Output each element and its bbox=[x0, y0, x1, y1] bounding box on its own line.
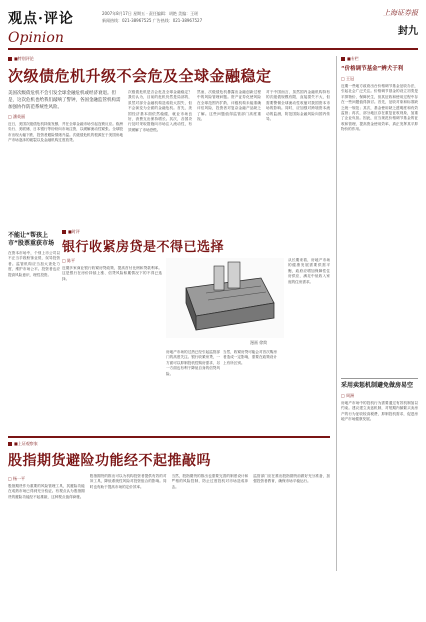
article-3-body-col2: 股指期货的推出可以为机构投资者提供有效的对冲工具，降低系统性风险对投资组合的影响。同时也有助于提高市场的定价效率。 bbox=[89, 474, 167, 489]
masthead-meta bbox=[102, 10, 302, 24]
masthead-right bbox=[383, 8, 418, 37]
sidebar-body-2: 房地产市场中的投机行为需要通过有效机制加以约束。建议建立卖惩机制，对短期内频繁买卖房产的行为征收较高税费，抑制投机需求，促进房地产市场健康发展。 bbox=[341, 401, 418, 422]
article-2-author: □ 陈平 bbox=[62, 258, 76, 263]
article-left-narrow bbox=[8, 232, 60, 441]
sidebar bbox=[336, 56, 418, 571]
article-2-col4 bbox=[288, 258, 330, 430]
sidebar-headline-2[interactable]: 采用卖惩机制避免做房易空 bbox=[341, 382, 414, 389]
left-narrow-headline[interactable]: 不能让“帮孩上市”股票重获市场 bbox=[8, 232, 54, 247]
article-3-kicker: ■上证观察家 bbox=[8, 441, 330, 447]
opinion-label: Opinion bbox=[8, 30, 64, 46]
masthead-left bbox=[8, 8, 74, 46]
article-1-lede: 美国次级债危机不会引发全球金融危机或经济衰退。但是，这次危机也给我们敲响了警钟，各国金融监管机构需加强协作防范系统性风险。 bbox=[8, 91, 121, 110]
page-label: 封九 bbox=[398, 26, 418, 37]
article-2-col3 bbox=[223, 350, 277, 430]
article-2-col2 bbox=[166, 350, 220, 430]
sidebar-headline-1[interactable]: “价格调节基金”辨犬于利 bbox=[341, 66, 404, 72]
article-1-body-col4: 对于中国而言，虽然国内金融机构持有的次级债规模有限，直接损失不大，但需要警惕全球流动性收缩对我国资本市场的影响。同时，应加强对跨境资本流动的监测，防范国际金融风险向国内传导。 bbox=[266, 90, 330, 122]
masthead bbox=[8, 6, 418, 50]
article-3-author: □ 杨一平 bbox=[8, 476, 26, 481]
masthead-meta-line1: 2007年8月17日 星期五 · 责任编辑：胡艳 美编：王瑶 bbox=[102, 11, 199, 16]
article-2-kicker: ■时评 bbox=[62, 229, 80, 235]
left-narrow-body: 在资本市场中，个别上市公司以不正当手段粉饰业绩，误导投资者。监管机构应当加大查处力度，维护市场公平。投资者也应提高风险意识，理性投资。 bbox=[8, 251, 60, 277]
article-3 bbox=[8, 436, 330, 622]
cartoon-caption: 漫画 徐简 bbox=[250, 340, 268, 345]
article-2-body-col4: 从长期来看，房地产市场的健康发展需要供需平衡，政府应增加保障性住房供应，满足中低收入家庭的住房需求。 bbox=[288, 258, 330, 284]
article-1-kicker: ■特别评论 bbox=[8, 56, 330, 62]
section-title: 观点·评论 bbox=[8, 11, 74, 27]
article-1-body-col2: 次级债危机是否会危及全球金融稳定？我们认为，目前的危机仍然是局部的，虽然对部分金融机构造成较大损失，但不会演变为全面的金融危机。首先，美国经济基本面依然稳健，就业市场良好，消费支出保持增长。其次，各国央行及时采取措施向市场注入流动性，有效缓解了市场恐慌。 bbox=[128, 90, 192, 132]
sidebar-author-2: □ 周洲 bbox=[341, 393, 355, 398]
sidebar-author-1: □ 王冠 bbox=[341, 76, 355, 81]
article-2-headline[interactable]: 银行收紧房贷是不得已选择 bbox=[62, 240, 225, 255]
article-1-author: □ 潘英丽 bbox=[8, 114, 26, 119]
article-2-body-col1: 近期多家商业银行收紧房贷政策，提高首付比例和贷款利率。这是银行在房价持续上涨、信贷风险积累情况下的不得已选择。 bbox=[62, 266, 162, 281]
article-2-body-col2: 房地产市场的过热已经引起监管部门的高度关注。银行收紧房贷，一方面可以抑制投机性购房需求，另一方面也有利于降低自身的信贷风险。 bbox=[166, 350, 220, 376]
article-1-headline[interactable]: 次级债危机升级不会危及全球金融稳定 bbox=[8, 67, 272, 85]
sidebar-kicker: ■专栏 bbox=[341, 56, 418, 62]
masthead-meta-line2: 新闻热线：021-38967525 广告热线：021-38967527 bbox=[102, 18, 203, 23]
sidebar-body-1: 近期一些地方政府出台价格调节基金征收办法，引起社会广泛关注。价格调节基金的设立初衷是平抑物价，保障民生，但其征收和使用过程中存在一些问题值得探讨。首先，征收对象和标准缺乏统一规范；其次，基金使用缺乏透明度和有效监督；再次，部分地区存在重复征收现象，加重了企业负担。因此，应当规范价格调节基金的征收和管理，提高资金使用效率，真正发挥其平抑物价的作用。 bbox=[341, 84, 418, 132]
article-2-col1 bbox=[62, 256, 162, 426]
article-3-body-col3: 当然，股指期货的推出也需要完善的制度设计和严格的风险控制，防止过度投机对市场造成冲击。 bbox=[171, 474, 249, 489]
article-3-body-col4: 监管部门应在推出股指期货前做好充分准备，加强投资者教育，确保市场平稳运行。 bbox=[253, 474, 330, 484]
cartoon-illustration bbox=[166, 258, 284, 338]
article-1 bbox=[8, 56, 330, 240]
article-3-body-col1: 股指期货作为重要的风险管理工具，其避险功能在成熟市场已得到充分验证。有观点认为股指期货的避险功能经不起推敲，这种观点值得商榷。 bbox=[8, 484, 85, 499]
paper-name: 上海证券报 bbox=[383, 9, 418, 17]
article-3-headline[interactable]: 股指期货避险功能经不起推敲吗 bbox=[8, 453, 211, 469]
article-2-body-col3: 当然，收紧房贷可能会对首次购房者造成一定影响，需要在政策设计上有所区别。 bbox=[223, 350, 277, 365]
article-1-body-col3: 然而，次级债危机暴露出金融创新过程中的风险管理问题。资产证券化使风险在全球范围内扩散，评级机构未能准确评估风险，投资者对复杂金融产品缺乏了解。这些问题值得监管部门高度重视。 bbox=[197, 90, 261, 122]
article-1-body-col1: 近日，美国次级债危机持续发酵，并在全球金融市场引起连锁反应。欧洲央行、美联储、日本银行等纷纷向市场注资，以缓解流动性紧张。全球股市出现大幅下跌，投资者避险情绪升温。次级债危机的根源在于美国房地产市场泡沫的破裂以及金融机构过度放贷。 bbox=[8, 122, 123, 143]
